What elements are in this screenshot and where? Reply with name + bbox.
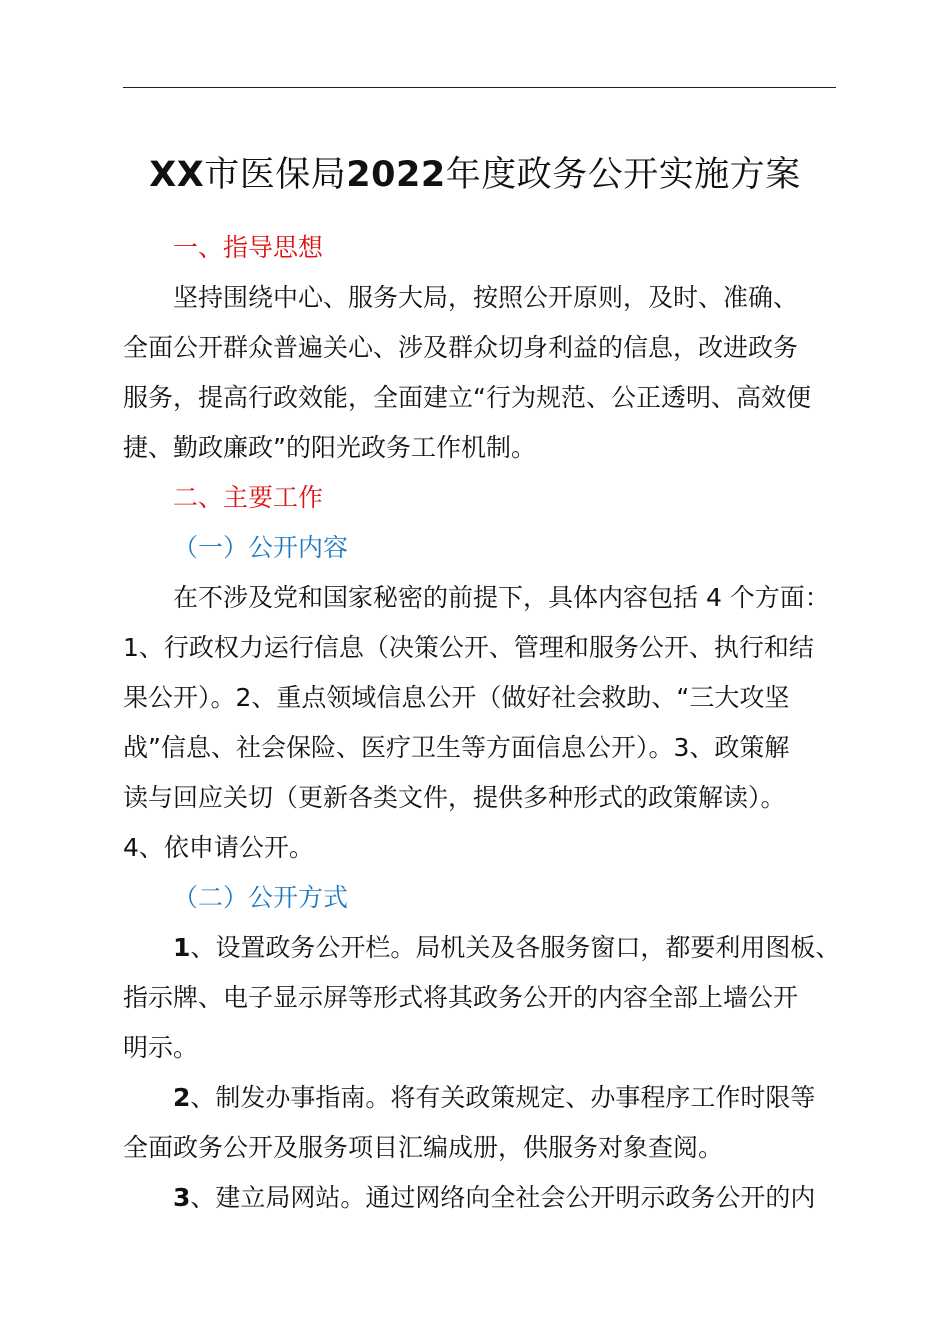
item-number: 2	[173, 1083, 191, 1112]
paragraph-line: 服务，提高行政效能，全面建立“行为规范、公正透明、高效便	[123, 383, 811, 412]
subsection-heading-content: （一）公开内容	[173, 533, 349, 562]
list-item-2	[173, 1073, 913, 1123]
item-number: 1	[173, 933, 191, 962]
paragraph-line: 指示牌、电子显示屏等形式将其政务公开的内容全部上墙公开	[123, 983, 799, 1012]
paragraph-line: 战”信息、社会保险、医疗卫生等方面信息公开）。3、政策解	[123, 733, 790, 762]
paragraph-line: 全面政务公开及服务项目汇编成册，供服务对象查阅。	[123, 1133, 724, 1162]
item-text: 、建立局网站。通过网络向全社会公开明示政务公开的内	[190, 1183, 816, 1212]
item-text: 、制发办事指南。将有关政策规定、办事程序工作时限等	[190, 1083, 816, 1112]
paragraph-line: 坚持围绕中心、服务大局，按照公开原则，及时、准确、	[173, 283, 799, 312]
list-item-3	[173, 1173, 913, 1223]
paragraph-line: 4、依申请公开。	[123, 833, 314, 862]
item-number: 3	[173, 1183, 191, 1212]
item-text: 、设置政务公开栏。局机关及各服务窗口，都要利用图板、	[190, 933, 841, 962]
page-title	[0, 148, 950, 202]
title-prefix: XX	[149, 155, 205, 195]
section-heading-guiding: 一、指导思想	[173, 233, 324, 262]
section-heading-main-work: 二、主要工作	[173, 483, 324, 512]
title-part1: 市医保局	[204, 155, 347, 195]
paragraph-line: 果公开）。2、重点领域信息公开（做好社会救助、“三大攻坚	[123, 683, 790, 712]
list-item-1	[173, 923, 913, 973]
title-part2: 年度政务公开实施方案	[445, 155, 801, 195]
paragraph-line: 明示。	[123, 1033, 199, 1062]
paragraph-line: 捷、勤政廉政”的阳光政务工作机制。	[123, 433, 536, 462]
subsection-heading-method: （二）公开方式	[173, 883, 349, 912]
paragraph-line: 在不涉及党和国家秘密的前提下，具体内容包括 4 个方面：	[173, 583, 830, 612]
header-rule	[123, 87, 836, 88]
title-year: 2022	[346, 155, 446, 195]
paragraph-line: 读与回应关切（更新各类文件，提供多种形式的政策解读）。	[123, 783, 786, 812]
paragraph-line: 1、行政权力运行信息（决策公开、管理和服务公开、执行和结	[123, 633, 814, 662]
paragraph-line: 全面公开群众普遍关心、涉及群众切身利益的信息，改进政务	[123, 333, 799, 362]
